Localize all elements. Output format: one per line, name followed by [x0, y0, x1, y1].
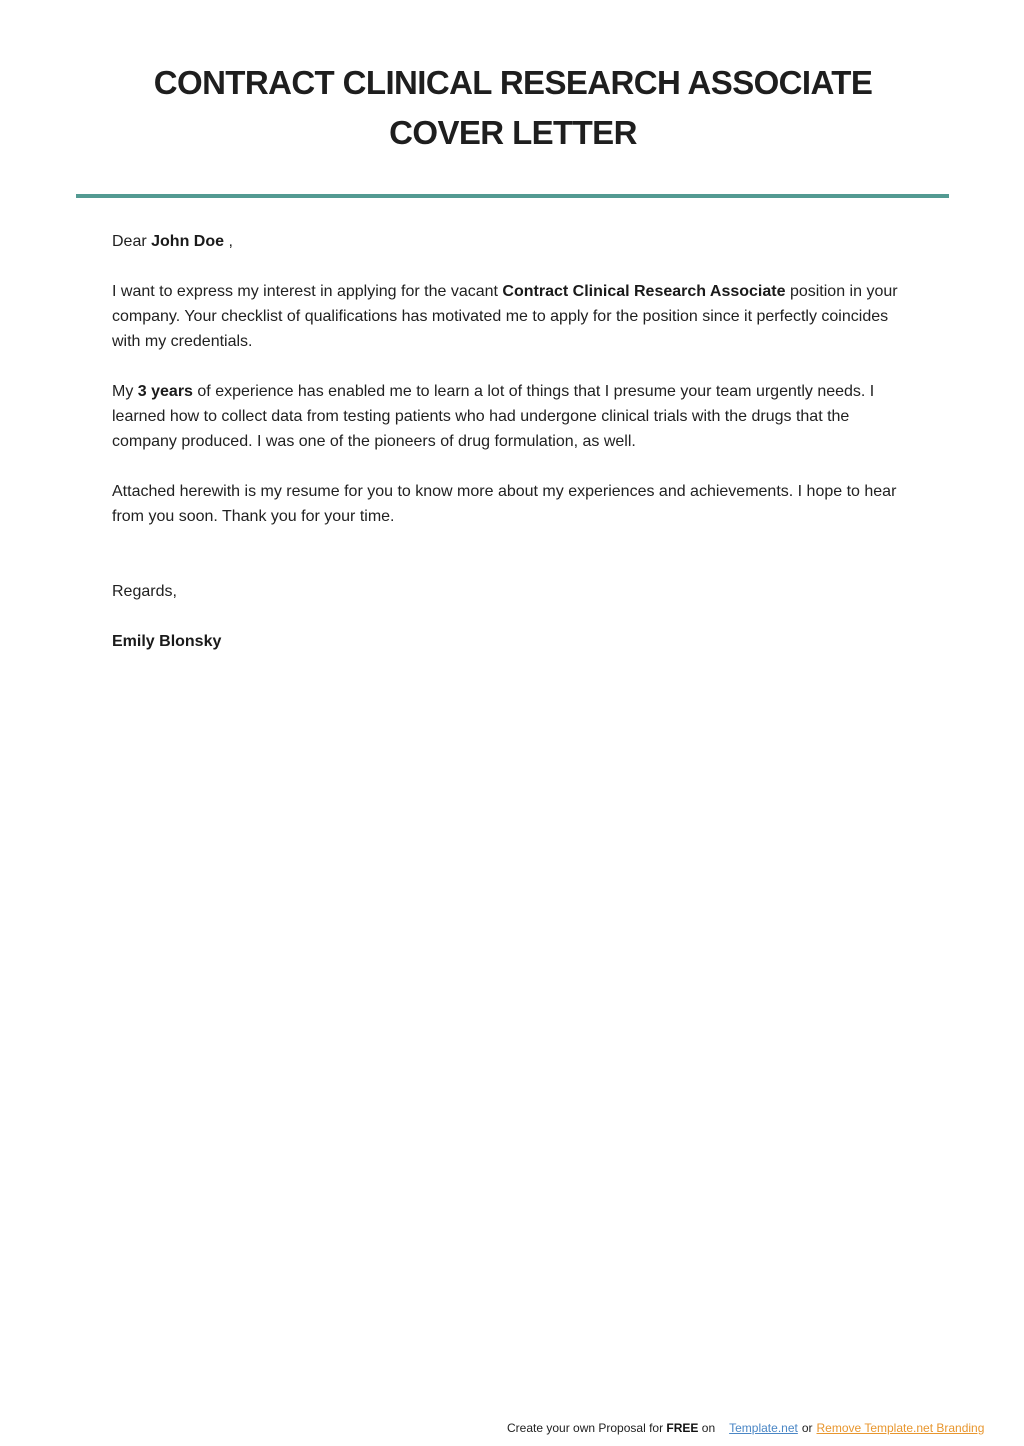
years-experience: 3 years	[137, 383, 193, 400]
letter-body	[112, 229, 912, 679]
paragraph-closing	[112, 479, 912, 529]
salutation	[112, 229, 912, 254]
footer-free: FREE	[666, 1421, 699, 1435]
paragraph-text: Attached herewith is my resume for you to know more about my experiences and achievements. I hope to hear from you soon. Thank you for your time.	[112, 483, 897, 525]
paragraph-text: of experience has enabled me to learn a lot of things that I presume your team urgently needs. I learned how to collect data from testing patients who had undergone clinical trials with the drugs that the company produced. I was one of the pioneers of drug formulation, as well.	[112, 383, 875, 450]
paragraph-text: position in your company. Your checklist of qualifications has motivated me to apply for the position since it perfectly coincides with my credentials.	[112, 283, 898, 350]
paragraph-text: My	[112, 383, 138, 400]
footer-on: on	[698, 1421, 716, 1435]
signature-name: Emily Blonsky	[112, 633, 222, 650]
remove-branding-link[interactable]: Remove Template.net Branding	[816, 1421, 985, 1435]
spacer	[112, 554, 912, 579]
page-title: CONTRACT CLINICAL RESEARCH ASSOCIATE COVER LETTER	[153, 64, 873, 151]
paragraph-text: I want to express my interest in applying for the vacant	[112, 283, 503, 300]
template-net-link[interactable]: Template.net	[729, 1421, 798, 1435]
salutation-prefix: Dear	[112, 233, 152, 250]
footer-or: or	[801, 1421, 813, 1435]
footer-prefix: Create your own Proposal for	[507, 1421, 667, 1435]
paragraph-interest	[112, 279, 912, 354]
position-title: Contract Clinical Research Associate	[502, 283, 786, 300]
signature	[112, 629, 912, 654]
closing: Regards,	[112, 583, 177, 600]
salutation-suffix: ,	[224, 233, 233, 250]
title-divider	[76, 194, 949, 198]
paragraph-experience	[112, 379, 912, 454]
branding-footer	[507, 1420, 984, 1436]
recipient-name: John Doe	[151, 233, 225, 250]
